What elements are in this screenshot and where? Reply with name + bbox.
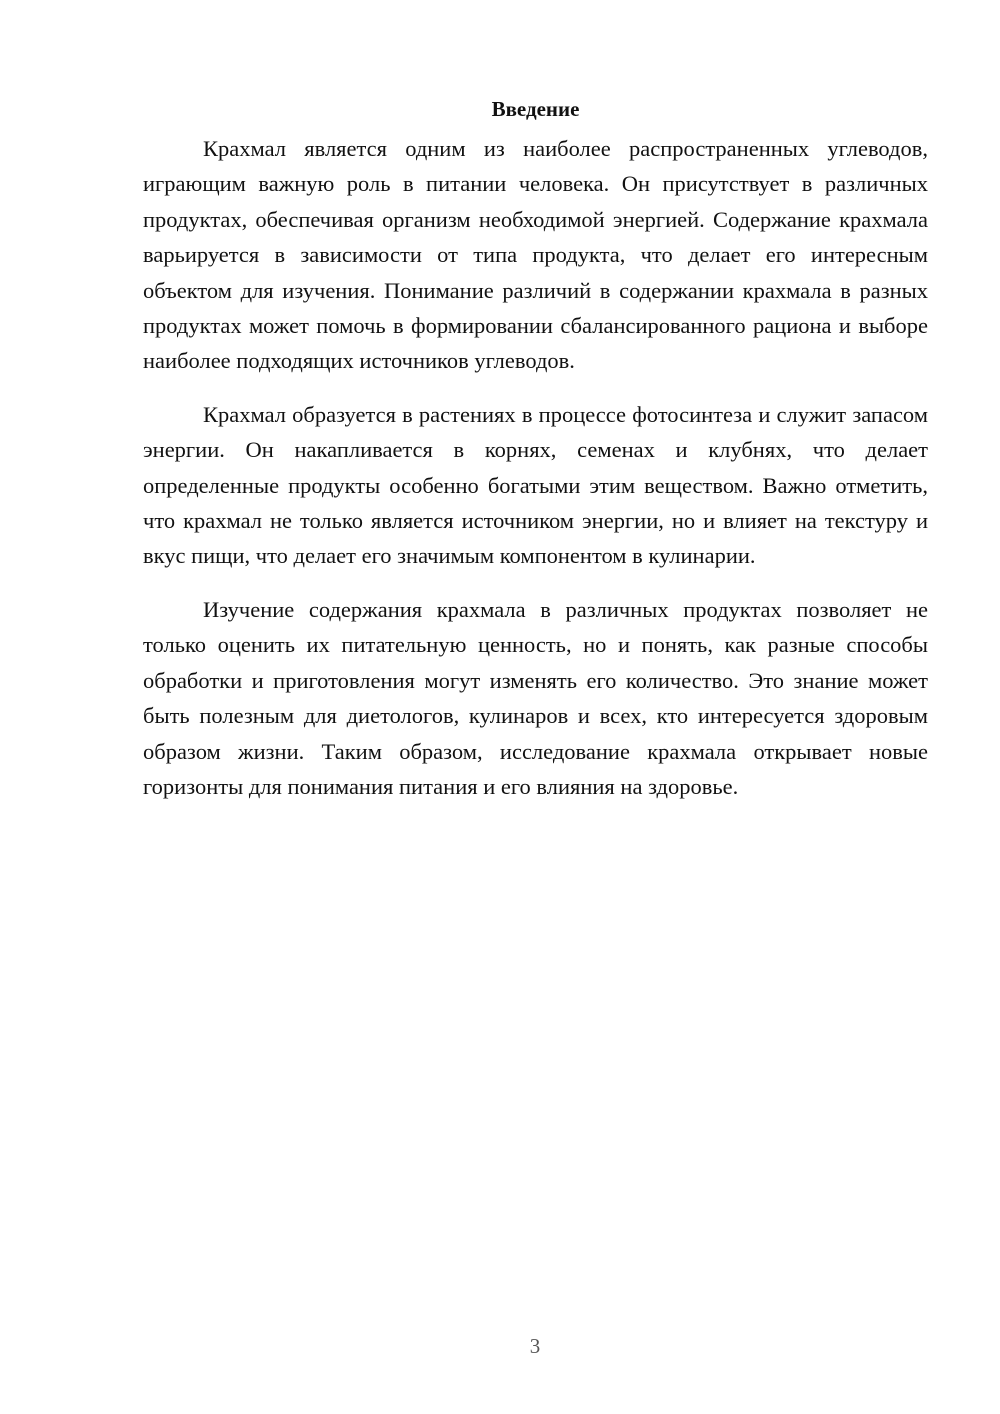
page-number: 3 (529, 1334, 541, 1358)
section-title: Введение (491, 97, 580, 121)
paragraph: Крахмал образуется в растениях в процессе фотосинтеза и служит запасом энергии. Он накапливается в корнях, семенах и клубнях, что делает определенные продукты особенно богатыми этим веществом. Важно отметить, что крахмал не только является источником энергии, но и влияет на текстуру и вкус пищи, что делает его значимым компонентом в кулинарии. (143, 401, 928, 569)
paragraph: Крахмал является одним из наиболее распространенных углеводов, играющим важную роль в питании человека. Он присутствует в различных продуктах, обеспечивая организм необходимой энергией. Содержание крахмала варьируется в зависимости от типа продукта, что делает его интересным объектом для изучения. Понимание различий в содержании крахмала в разных продуктах может помочь в формировании сбалансированного рациона и выборе наиболее подходящих источников углеводов. (143, 136, 928, 374)
page-content (143, 92, 928, 804)
paragraph: Изучение содержания крахмала в различных продуктах позволяет не только оценить их питательную ценность, но и понять, как разные способы обработки и приготовления могут изменять его количество. Это знание может быть полезным для диетологов, кулинаров и всех, кто интересуется здоровым образом жизни. Таким образом, исследование крахмала открывает новые горизонты для понимания питания и его влияния на здоровье. (143, 596, 928, 799)
